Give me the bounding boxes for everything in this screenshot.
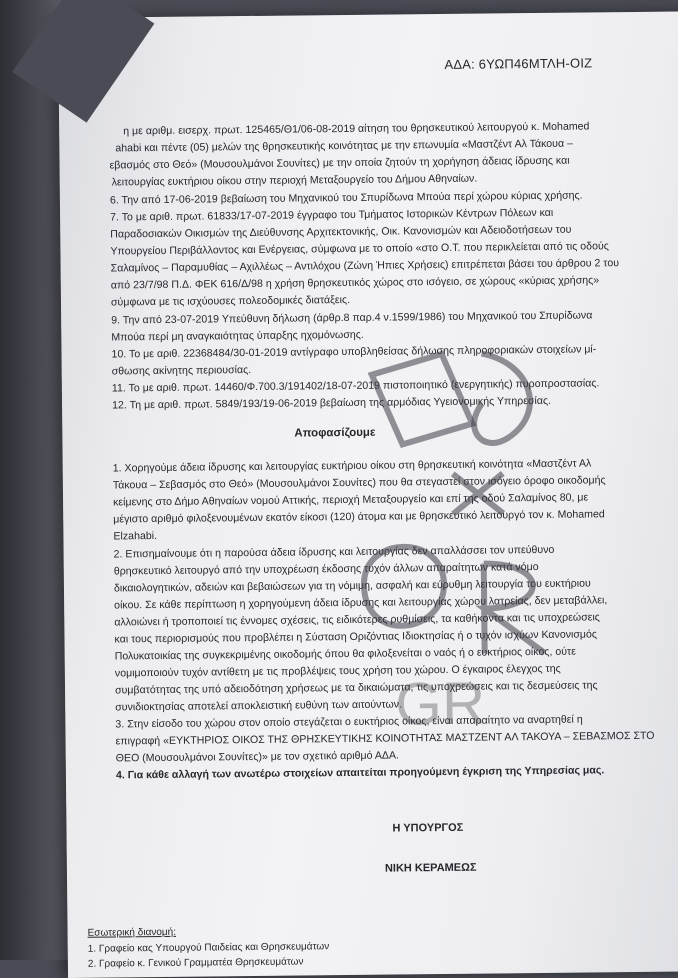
consideration-line: Σαλαμίνος – Παραμυθίας – Αχιλλέως – Αντιλόχου (Ζώνη Ήπιες Χρήσεις) επιτρέπεται βάσει του άρθρου 2 του — [110, 257, 620, 275]
decision-line: οίκου. Σε κάθε περίπτωση η χορηγούμενη άδεια ίδρυσης και λειτουργίας χώρου λατρείας, δεν μεταβάλλει, — [114, 594, 608, 612]
consideration-line: Μπούα περί μη αναγκαιότητας ύπαρξης ηχομόνωσης. — [111, 328, 364, 344]
consideration-line: σθωσης ακίνητης περιουσίας. — [111, 363, 252, 378]
decision-line: μέγιστο αριθμό φιλοξενουμένων εκατόν είκοσι (120) άτομα και με θρησκευτικό λειτουργό τον κ. Mohamed — [113, 508, 605, 526]
consideration-line: Παραδοσιακών Οικισμών της Διεύθυνσης Αρχιτεκτονικής, Οικ. Κανονισμών και Αδειοδοτήσεων του — [110, 223, 572, 241]
distribution-item: 2. Γραφείο κ. Γενικού Γραμματέα Θρησκευμάτων — [87, 956, 304, 970]
decision-line: 1. Χορηγούμε άδεια ίδρυσης και λειτουργίας ευκτήριου οίκου στη θρησκευτική κοινότητα «Μαστζέντ Αλ — [112, 457, 592, 475]
decision-line: Elzahabi. — [113, 529, 158, 543]
consideration-line: σύμφωνα με τις ισχύουσες πολεοδομικές διατάξεις. — [110, 293, 351, 309]
consideration-line: λειτουργίας ευκτήριου οίκου στην περιοχή Μεταξουργείο του Δήμου Αθηναίων. — [111, 172, 478, 189]
decision-line: Πολυκατοικίας της συγκεκριμένης οικοδομής όπου θα φιλοξενείται ο ναός ή ο ευκτήριος οίκος, ούτε — [114, 645, 576, 663]
distribution-item: 1. Γραφείο κας Υπουργού Παιδείας και Θρησκευμάτων — [87, 941, 330, 955]
decision-line: συνιδιοκτησίας αποτελεί αποκλειστική ευθύνη των αιτούντων. — [115, 698, 403, 714]
consideration-line: ahabi και πέντε (05) μελών της θρησκευτικής κοινότητας με την επωνυμία «Μαστζέντ Αλ Τάκουα – — [115, 137, 573, 155]
decision-line: Τάκουα – Σεβασμός στο Θεό» (Μουσουλμάνοι Σουνίτες) που θα στεγαστεί στον ισόγειο όροφο οικοδομής — [112, 474, 606, 492]
decision-line: και τους περιορισμούς που προβλέπει η Σύσταση Οριζόντιας Ιδιοκτησίας ή ο τυχόν ισχύων Κανονισμός — [114, 628, 598, 646]
decision-line: ΘΕΟ (Μουσουλμάνοι Σουνίτες)» με τον σχετικό αριθμό ΑΔΑ. — [115, 749, 400, 765]
decision-line: 3. Στην είσοδο του χώρου στον οποίο στεγάζεται ο ευκτήριος οίκος, είναι απαραίτητο να αναρτηθεί η — [115, 713, 583, 731]
consideration-line: 9. Την από 23-07-2019 Υπεύθυνη δήλωση (άρθρ.8 παρ.4 ν.1599/1986) του Μηχανικού του Σπυρίδωνα — [111, 309, 593, 327]
decision-line: κείμενης στο Δήμο Αθηναίων νομού Αττικής, περιοχή Μεταξουργείο και επί της οδού Σαλαμίνος 80, με — [113, 491, 589, 509]
decision-line: αλλοιώνει ή τροποποιεί τις έννομες σχέσεις, τις ειδικότερες ρυθμίσεις, τα καθήκοντα και τις υποχρεώσεις — [114, 611, 600, 629]
decision-line: νομιμοποιούν τυχόν αντίθετη με τις προβλέψεις τους χρήση του χώρου. Ο έγκαιρος έλεγχος της — [114, 662, 561, 680]
consideration-line: Υπουργείου Περιβάλλοντος και Ενέργειας, σύμφωνα με το οποίο «στο Ο.Τ. που περικλείεται από τις οδούς — [110, 240, 609, 258]
consideration-line: 7. Το με αριθ. πρωτ. 61833/17-07-2019 έγγραφο του Τμήματος Ιστορικών Κέντρων Πόλεων και — [110, 206, 554, 224]
decision-line: δικαιολογητικών, αδειών και βεβαιώσεων για τη νόμιμη, ασφαλή και εύρυθμη λειτουργία του ευκτήριου — [113, 577, 591, 595]
decision-line: 2. Επισημαίνουμε ότι η παρούσα άδεια ίδρυσης και λειτουργίας δεν απαλλάσσει τον υπεύθυνο — [113, 543, 555, 561]
distribution-heading: Εσωτερική διανομή: — [87, 926, 177, 939]
decision-line: συμβατότητας της υπό αδειοδότηση χρήσεως με τα δικαιώματα, τις υποχρεώσεις και τις δεσμεύσεις της — [114, 679, 598, 697]
consideration-line: 10. Το με αριθ. 22368484/30-01-2019 αντίγραφο υποβληθείσας δήλωσης πληροφοριακών στοιχείων μί- — [111, 343, 597, 361]
decision-final-line: 4. Για κάθε αλλαγή των ανωτέρω στοιχείων απαιτείται προηγούμενη έγκριση της Υπηρεσίας μας. — [115, 764, 605, 782]
consideration-line: 11. Το με αριθ. πρωτ. 14460/Φ.700.3/191402/18-07-2019 πιστοποιητικό (ενεργητικής) πυροπροστασίας. — [111, 377, 600, 395]
consideration-line: η με αριθμ. εισερχ. πρωτ. 125465/Θ1/06-08-2019 αίτηση του θρησκευτικού λειτουργού κ. Mohamed — [123, 120, 590, 138]
signer-title: Η ΥΠΟΥΡΓΟΣ — [392, 821, 464, 835]
consideration-line: από 23/7/98 Π.Δ. ΦΕΚ 616/Δ/98 η χρήση θρησκευτικός χώρος στο ισόγειο, σε χώρους «κύριας χρήσης» — [110, 274, 600, 292]
consideration-line: 6. Την από 17-06-2019 βεβαίωση του Μηχανικού του Σπυρίδωνα Μπούα περί χώρου κύριας χρήσης. — [109, 189, 583, 207]
consideration-line: 12. Τη με αριθ. πρωτ. 5849/193/19-06-2019 βεβαίωση της αρμόδιας Υγειονομικής Υπηρεσίας. — [111, 394, 552, 412]
decision-line: επιγραφή «ΕΥΚΤΗΡΙΟΣ ΟΙΚΟΣ ΤΗΣ ΘΡΗΣΚΕΥΤΙΚΗΣ ΚΟΙΝΟΤΗΤΑΣ ΜΑΣΤΖΕΝΤ ΑΛ ΤΑΚΟΥΑ – ΣΕΒΑΣΜΟΣ ΣΤΟ — [115, 729, 655, 748]
document-page — [58, 11, 678, 978]
decision-heading: Αποφασίζουμε — [294, 426, 376, 440]
stamp-text: GR — [394, 669, 486, 738]
consideration-line: εβασμός στο Θεό» (Μουσουλμάνοι Σουνίτες) με την οποία ζητούν τη χορήγηση άδειας ίδρυσης και — [109, 154, 570, 172]
signer-name: ΝΙΚΗ ΚΕΡΑΜΕΩΣ — [384, 861, 477, 875]
ada-code: ΑΔΑ: 6ΥΩΠ46ΜΤΛΗ-ΟΙΖ — [444, 55, 593, 72]
decision-line: θρησκευτικό λειτουργό από την υποχρέωση έκδοσης τυχόν άλλων απαραίτητων κατά νόμο — [113, 560, 539, 578]
